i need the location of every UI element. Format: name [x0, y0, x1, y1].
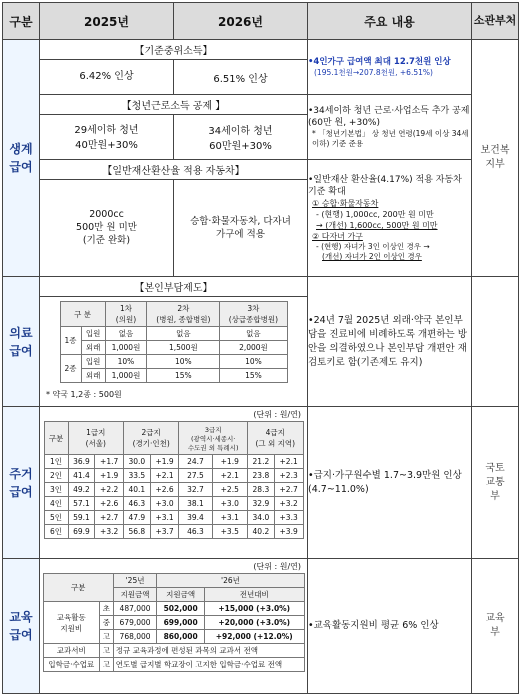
- medical-cell-value: 1,000원: [105, 369, 147, 383]
- housing-table-row: [44, 455, 303, 469]
- housing-amount: 69.9: [68, 525, 95, 539]
- medical-cell-value: 10%: [220, 355, 287, 369]
- education-level: 초: [100, 602, 114, 616]
- education-group: 교육활동 지원비: [43, 602, 100, 644]
- housing-amount: 41.4: [68, 469, 95, 483]
- education-textbook-value: 정규 교육과정에 편성된 과목의 교과서 전액: [113, 644, 304, 658]
- housing-col-2: 2급지 (경기·인천): [123, 422, 178, 455]
- medical-row-3: [60, 355, 287, 369]
- education-diff: +15,000 (+3.0%): [204, 602, 304, 616]
- education-row: [3, 559, 519, 694]
- education-subtable-header-1: [43, 574, 304, 588]
- medical-type: 외래: [81, 369, 105, 383]
- medical-col-gubun: 구 분: [60, 302, 105, 327]
- medical-cell-value: 1,500원: [147, 341, 220, 355]
- housing-amount: 56.8: [123, 525, 150, 539]
- policy-comparison-table: [2, 2, 519, 694]
- housing-subtable-header: [44, 422, 303, 455]
- living-owner-text: 보건복지부: [480, 145, 510, 170]
- living-median-row: [3, 40, 519, 95]
- education-diff: +92,000 (+12.0%): [204, 630, 304, 644]
- housing-table-row: [44, 483, 303, 497]
- education-tuition-level: 고: [100, 658, 114, 672]
- header-owner-text: 소관부처: [473, 14, 517, 27]
- header-2026: 2026년: [174, 3, 308, 40]
- living-desc-1: [308, 40, 472, 95]
- living-median-cell: [40, 40, 308, 95]
- housing-increase: +3.9: [274, 525, 303, 539]
- living-desc-3: [308, 160, 472, 277]
- housing-amount: 46.3: [179, 525, 212, 539]
- housing-amount: 33.5: [123, 469, 150, 483]
- housing-amount: 36.9: [68, 455, 95, 469]
- medical-row-1: [60, 327, 287, 341]
- living-car-values: [40, 180, 307, 276]
- living-desc-3-main: •일반재산 환산율(4.17%) 적용 자동차 기준 확대: [308, 175, 462, 197]
- education-subtable: [43, 573, 305, 672]
- housing-increase: +2.1: [150, 469, 179, 483]
- header-owner: [472, 3, 519, 40]
- medical-type: 입원: [81, 327, 105, 341]
- housing-table-row: [44, 497, 303, 511]
- education-level: 고: [100, 630, 114, 644]
- living-youth-values: [40, 115, 307, 159]
- housing-increase: +1.9: [95, 469, 124, 483]
- medical-row-4: [60, 369, 287, 383]
- housing-increase: +2.1: [274, 455, 303, 469]
- housing-household-size: 1인: [44, 455, 68, 469]
- housing-amount: 40.2: [248, 525, 275, 539]
- housing-amount: 32.7: [179, 483, 212, 497]
- housing-increase: +2.7: [274, 483, 303, 497]
- housing-amount: 24.7: [179, 455, 212, 469]
- housing-table-row: [44, 511, 303, 525]
- medical-cell-value: 없음: [220, 327, 287, 341]
- housing-amount: 47.9: [123, 511, 150, 525]
- living-car-cell: [40, 160, 308, 277]
- living-owner: [472, 40, 519, 277]
- housing-amount: 30.0: [123, 455, 150, 469]
- medical-note: * 약국 1,2종 : 500원: [46, 390, 122, 399]
- living-desc-3-line4: ② 다자녀 가구: [312, 232, 363, 241]
- education-amount-26: 502,000: [157, 602, 205, 616]
- housing-household-size: 6인: [44, 525, 68, 539]
- housing-amount: 57.1: [68, 497, 95, 511]
- living-desc-3-line6: (개선) 자녀가 2인 이상인 경우: [322, 252, 422, 261]
- education-diff: +20,000 (+3.0%): [204, 616, 304, 630]
- housing-category: [3, 407, 40, 559]
- housing-increase: +2.2: [95, 483, 124, 497]
- education-amount-25: 679,000: [113, 616, 157, 630]
- housing-cell: [40, 407, 308, 559]
- housing-row: [3, 407, 519, 559]
- education-owner: [472, 559, 519, 694]
- housing-increase: +3.0: [212, 497, 247, 511]
- housing-household-size: 3인: [44, 483, 68, 497]
- living-desc-2-main: •34세이하 청년 근로·사업소득 추가 공제(60만 원, +30%): [308, 106, 470, 128]
- education-textbook-head: 교과서비: [43, 644, 100, 658]
- living-desc-2-sub: * 「청년기본법」 상 청년 연령(19세 이상 34세 이하) 기준 준용: [312, 129, 469, 148]
- medical-col-2: 2차 (병원, 종합병원): [147, 302, 220, 327]
- living-category-text: 생계급여: [9, 142, 33, 174]
- living-desc-1-sub: (195.1천원→207.8천원, +6.51%): [314, 68, 433, 77]
- header-content: 주요 내용: [308, 3, 472, 40]
- education-category: [3, 559, 40, 694]
- living-desc-3-line5: - (현행) 자녀가 3인 이상인 경우 →: [316, 242, 430, 251]
- education-col-diff: 전년대비: [204, 588, 304, 602]
- housing-household-size: 4인: [44, 497, 68, 511]
- housing-subtable: [44, 421, 304, 539]
- education-tuition-value: 연도별 급지별 학교장이 고지한 입학금·수업료 전액: [113, 658, 304, 672]
- medical-cell-value: 1,000원: [105, 341, 147, 355]
- header-category: 구분: [3, 3, 40, 40]
- living-median-values: [40, 60, 307, 94]
- housing-increase: +2.6: [95, 497, 124, 511]
- medical-category-text: 의료급여: [9, 325, 33, 358]
- housing-col-3: 3급지 (광역시·세종시· 수도권 외 특례시): [179, 422, 248, 455]
- living-car-2026: 승합·화물자동차, 다자녀 가구에 적용: [190, 216, 291, 240]
- housing-amount: 27.5: [179, 469, 212, 483]
- medical-subtable-header: [60, 302, 287, 327]
- housing-amount: 46.3: [123, 497, 150, 511]
- living-youth-cell: [40, 95, 308, 160]
- housing-household-size: 5인: [44, 511, 68, 525]
- housing-increase: +2.5: [212, 483, 247, 497]
- housing-amount: 23.8: [248, 469, 275, 483]
- medical-col-3: 3차 (상급종합병원): [220, 302, 287, 327]
- medical-cell-value: 없음: [147, 327, 220, 341]
- housing-col-4: 4급지 (그 외 지역): [248, 422, 304, 455]
- medical-category: [3, 277, 40, 407]
- living-car-title: 【일반재산환산율 적용 자동차】: [40, 160, 307, 180]
- medical-grade-1: 1종: [60, 327, 81, 355]
- medical-cell-value: 15%: [147, 369, 220, 383]
- housing-amount: 21.2: [248, 455, 275, 469]
- living-youth-2026: 34세이하 청년 60만원+30%: [208, 126, 273, 152]
- housing-increase: +3.5: [212, 525, 247, 539]
- medical-cell-value: 10%: [147, 355, 220, 369]
- education-col-gubun: 구분: [43, 574, 113, 602]
- education-owner-text: 교육부: [485, 613, 505, 638]
- housing-increase: +3.2: [274, 497, 303, 511]
- housing-desc: •급지·가구원수별 1.7~3.9만원 인상(4.7~11.0%): [308, 407, 472, 559]
- housing-owner-text: 국토교통부: [485, 462, 505, 502]
- medical-row: [3, 277, 519, 407]
- education-desc: •교육활동지원비 평균 6% 인상: [308, 559, 472, 694]
- housing-amount: 40.1: [123, 483, 150, 497]
- housing-amount: 28.3: [248, 483, 275, 497]
- education-col-25: '25년: [113, 574, 157, 588]
- housing-amount: 59.1: [68, 511, 95, 525]
- housing-owner: [472, 407, 519, 559]
- living-desc-3-line3: → (개선) 1,600cc, 500만 원 미만: [316, 221, 438, 230]
- education-unit: (단위 : 원/연): [253, 562, 301, 571]
- housing-amount: 49.2: [68, 483, 95, 497]
- medical-cell-value: 10%: [105, 355, 147, 369]
- education-amount-26: 860,000: [157, 630, 205, 644]
- living-desc-3-line2: - (현행) 1,000cc, 200만 원 미만: [316, 210, 434, 219]
- medical-row-2: [60, 341, 287, 355]
- housing-increase: +3.0: [150, 497, 179, 511]
- housing-increase: +2.7: [95, 511, 124, 525]
- housing-increase: +1.7: [95, 455, 124, 469]
- housing-unit: (단위 : 원/연): [253, 410, 301, 419]
- medical-subtable: [60, 301, 288, 383]
- education-col-amt25: 지원금액: [113, 588, 157, 602]
- housing-amount: 32.9: [248, 497, 275, 511]
- education-category-text: 교육급여: [9, 610, 33, 642]
- housing-table-row: [44, 525, 303, 539]
- housing-increase: +3.1: [212, 511, 247, 525]
- header-row: [3, 3, 519, 40]
- living-desc-2: [308, 95, 472, 160]
- education-textbook-row: [43, 644, 304, 658]
- medical-type: 외래: [81, 341, 105, 355]
- header-2025: 2025년: [40, 3, 174, 40]
- medical-owner: [472, 277, 519, 407]
- housing-col-1: 1급지 (서울): [68, 422, 123, 455]
- education-cell: [40, 559, 308, 694]
- housing-increase: +2.3: [274, 469, 303, 483]
- education-col-26: '26년: [157, 574, 304, 588]
- medical-title: 【본인부담제도】: [40, 277, 307, 297]
- housing-increase: +1.9: [150, 455, 179, 469]
- housing-increase: +3.7: [150, 525, 179, 539]
- medical-desc: •24년 7월 2025년 외래·약국 본인부담을 진료비에 비례하도록 개편하는 방안을 의결하였으나 본인부담 개편안 재검토키로 함(기존제도 유지): [308, 277, 472, 407]
- living-youth-title: 【청년근로소득 공제 】: [40, 95, 307, 115]
- education-textbook-level: 고: [100, 644, 114, 658]
- housing-category-text: 주거급여: [9, 466, 33, 499]
- living-youth-row: [3, 95, 519, 160]
- living-median-2026: 6.51% 인상: [213, 73, 268, 85]
- housing-household-size: 2인: [44, 469, 68, 483]
- housing-increase: +1.9: [212, 455, 247, 469]
- living-car-row: [3, 160, 519, 277]
- education-amount-25: 768,000: [113, 630, 157, 644]
- medical-cell-value: 없음: [105, 327, 147, 341]
- housing-amount: 34.0: [248, 511, 275, 525]
- education-level: 중: [100, 616, 114, 630]
- housing-amount: 39.4: [179, 511, 212, 525]
- living-median-2025: 6.42% 인상: [40, 60, 174, 94]
- medical-cell-value: 2,000원: [220, 341, 287, 355]
- education-col-amt26: 지원금액: [157, 588, 205, 602]
- living-median-title: 【기준중위소득】: [40, 40, 307, 60]
- medical-cell-value: 15%: [220, 369, 287, 383]
- education-row-1: [43, 602, 304, 616]
- living-desc-1-main: •4인가구 급여액 최대 12.7천원 인상: [308, 57, 451, 67]
- medical-type: 입원: [81, 355, 105, 369]
- housing-table-row: [44, 469, 303, 483]
- living-category: [3, 40, 40, 277]
- education-tuition-row: [43, 658, 304, 672]
- living-car-2025: 2000cc 500만 원 미만 (기준 완화): [40, 180, 174, 276]
- housing-increase: +3.1: [150, 511, 179, 525]
- housing-amount: 38.1: [179, 497, 212, 511]
- housing-increase: +2.1: [212, 469, 247, 483]
- housing-increase: +3.3: [274, 511, 303, 525]
- education-amount-26: 699,000: [157, 616, 205, 630]
- housing-increase: +2.6: [150, 483, 179, 497]
- housing-col-gubun: 구분: [44, 422, 68, 455]
- education-amount-25: 487,000: [113, 602, 157, 616]
- living-desc-3-line1: ① 승합·화물자동차: [312, 199, 379, 208]
- education-tuition-head: 입학금·수업료: [43, 658, 100, 672]
- medical-col-1: 1차 (의원): [105, 302, 147, 327]
- housing-increase: +3.2: [95, 525, 124, 539]
- medical-grade-2: 2종: [60, 355, 81, 383]
- medical-cell: [40, 277, 308, 407]
- living-youth-2025: 29세이하 청년 40만원+30%: [40, 115, 174, 159]
